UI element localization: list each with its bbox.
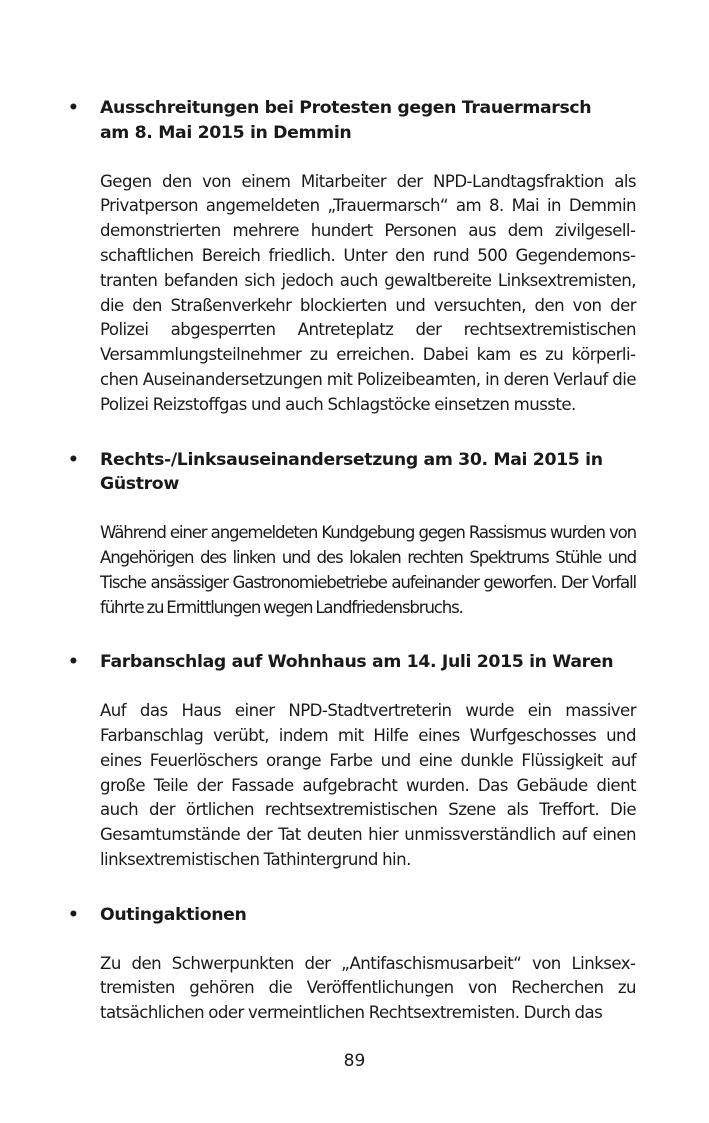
document-body [0, 96, 709, 1056]
section-heading: Ausschreitungen bei Protesten gegen Trauermarsch am 8. Mai 2015 in Demmin [100, 98, 592, 143]
section-paragraph: Gegen den von einem Mitarbeiter der NPD-Landtagsfraktion als Privatperson angemeldeten „Trauermarsch“ am 8. Mai in Demmin demonstrierten mehrere hundert Personen aus dem zivilgesellschaftlichen Bereich friedlich. Unter den rund 500 Gegendemonstranten befanden sich jedoch auch gewaltbereite Linksextremisten, die den Straßenverkehr blockierten und versuchten, den von der Polizei abgesperrten Antreteplatz der rechtsextremistischen Versammlungsteilnehmer zu erreichen. Dabei kam es zu körperlichen Auseinandersetzungen mit Polizeibeamten, in deren Verlauf die Polizei Reizstoffgas und auch Schlagstöcke einsetzen musste. [100, 171, 636, 414]
section-heading: Rechts-/Linksauseinandersetzung am 30. Mai 2015 in Güstrow [100, 449, 603, 495]
bullet-point: • [68, 98, 79, 118]
section-heading: Farbanschlag auf Wohnhaus am 14. Juli 2015 in Waren [100, 652, 614, 673]
section-demmin [0, 96, 709, 418]
section-guestrow [0, 448, 709, 621]
section-paragraph: Während einer angemeldeten Kundgebung gegen Rassismus wurden von Angehörigen des linken und des lokalen rechten Spektrums Stühle und Tische ansässiger Gastronomiebetriebe aufeinander geworfen. Der Vorfall führte zu Ermittlungen wegen Landfriedensbruchs. [100, 523, 636, 617]
section-heading: Outingaktionen [100, 904, 247, 925]
section-paragraph: Auf das Haus einer NPD-Stadtvertreterin wurde ein massiver Farbanschlag verübt, indem mit Hilfe eines Wurfgeschosses und eines Feuerlöschers orange Farbe und eine dunkle Flüssigkeit auf große Teile der Fassade aufgebracht wurden. Das Gebäude dient auch der örtlichen rechtsextremistischen Szene als Treffort. Die Gesamtumstände der Tat deuten hier unmissverständlich auf einen linksextremistischen Tathintergrund hin. [100, 701, 636, 869]
page-number: 89 [343, 1051, 366, 1071]
bullet-point: • [68, 652, 79, 673]
section-paragraph: Zu den Schwerpunkten der „Antifaschismusarbeit“ von Linksextremisten gehören die Veröffentlichungen von Recherchen zu tatsächlichen oder vermeintlichen Rechtsextremisten. Durch das [100, 953, 636, 1023]
bullet-point: • [68, 904, 79, 925]
section-outingaktionen [0, 903, 709, 1026]
bullet-point: • [68, 449, 79, 470]
section-waren [0, 650, 709, 872]
